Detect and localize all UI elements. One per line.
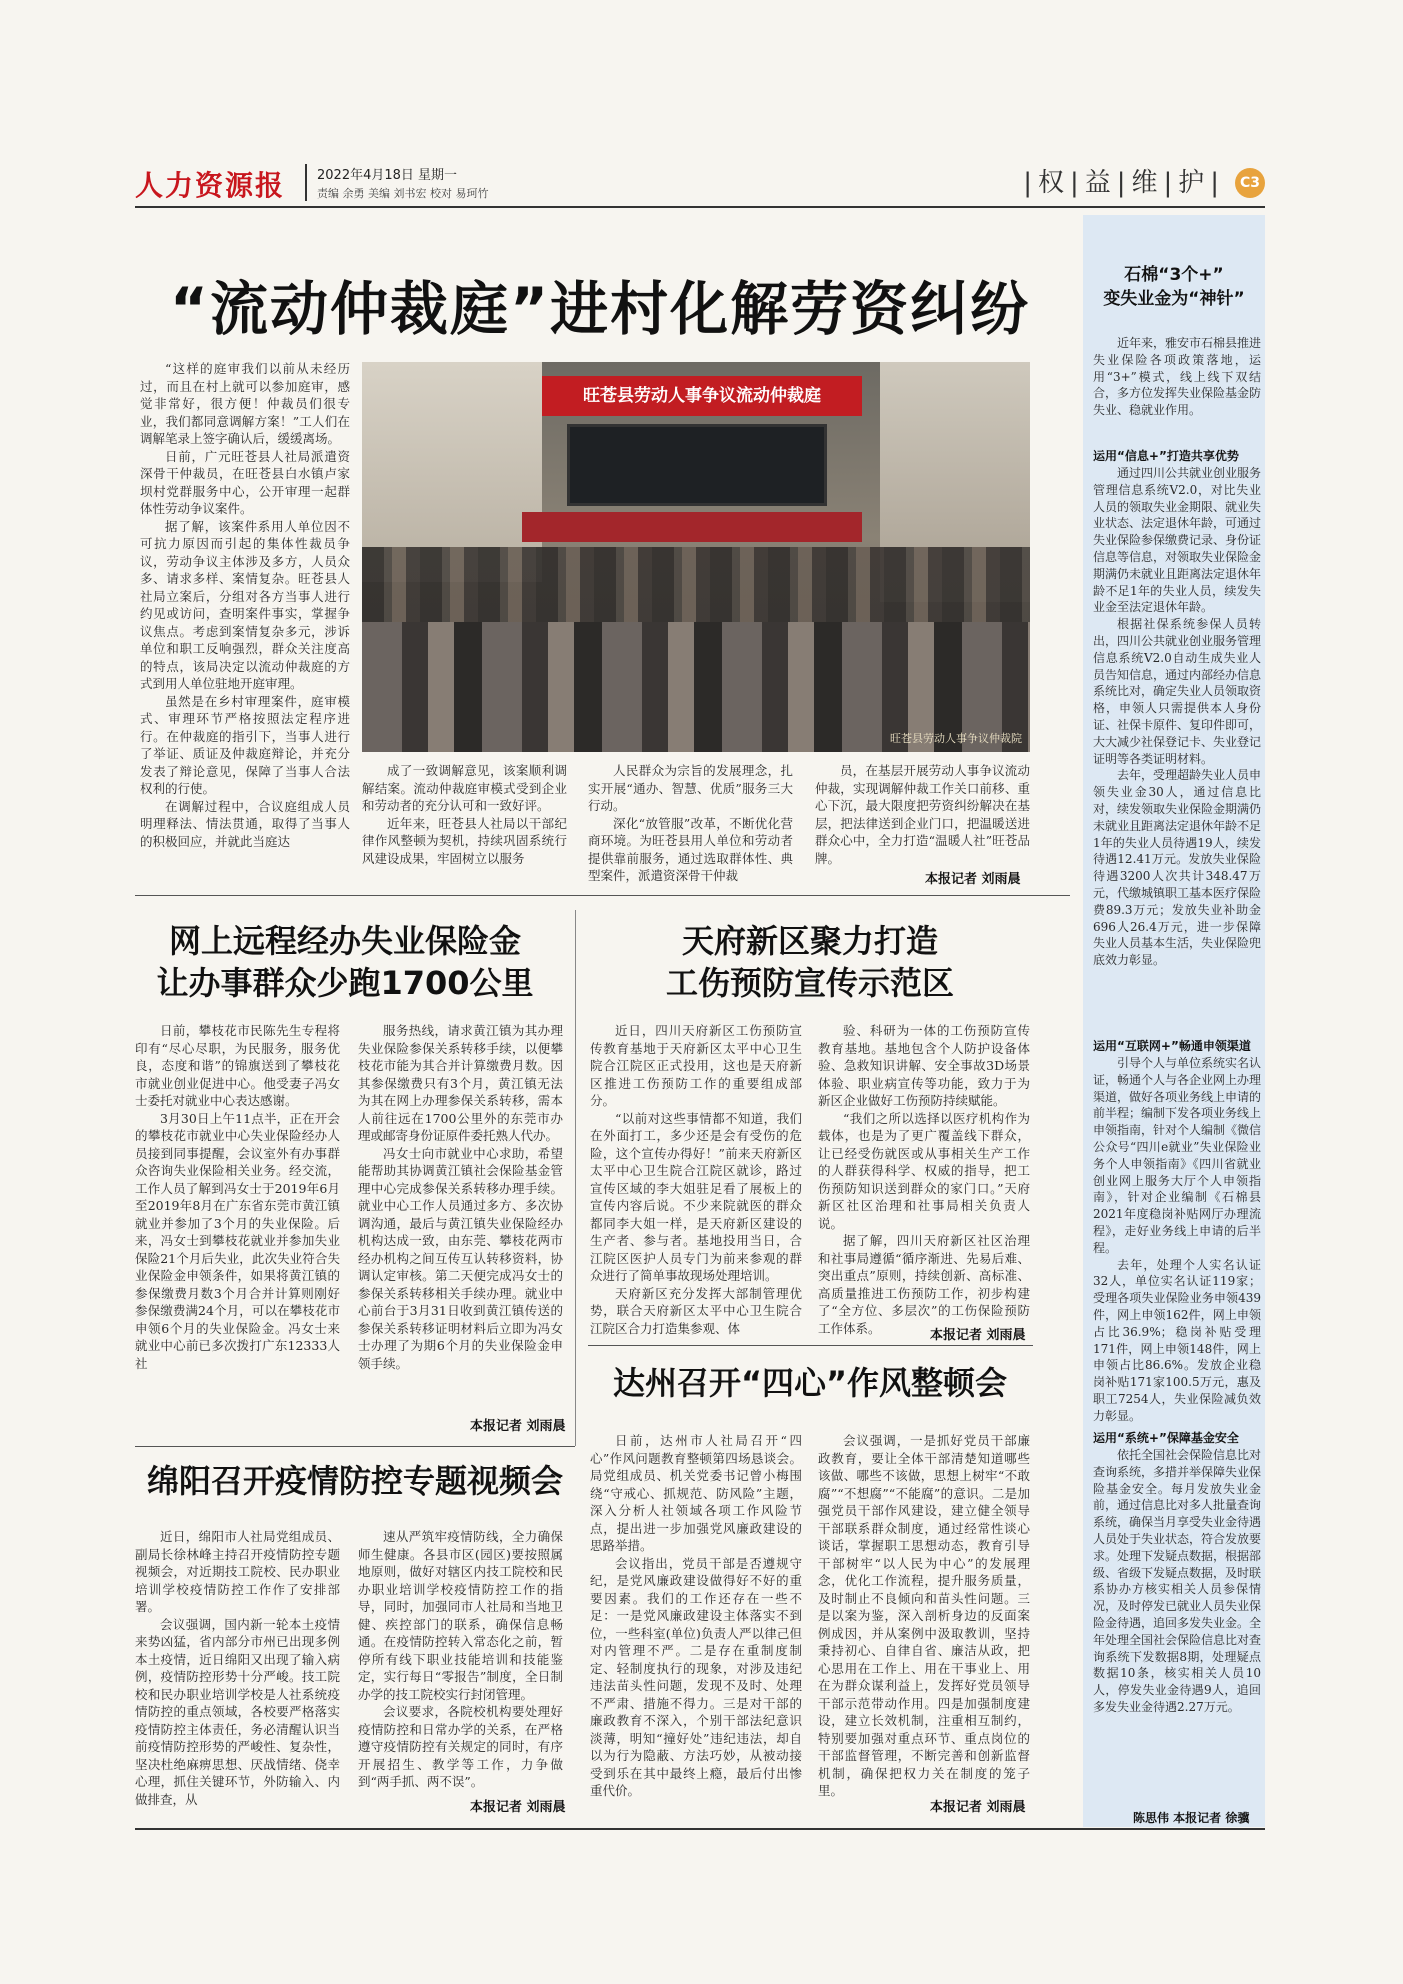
- issue-info: [305, 164, 488, 201]
- photo-table: [522, 512, 862, 542]
- divider: [588, 1345, 1033, 1346]
- paragraph: 去年，受理超龄失业人员申领失业金30人，通过信息比对，续发领取失业保险金期满仍未就业且距离法定退休年龄不足1年的失业人员待遇19人，续发待遇12.41万元。发放失业保险待遇3200人次共计348.47万元，代缴城镇职工基本医疗保险费89.3万元；发放失业补助金696人26.4万元，进一步保障失业人员基本生活，失业保险兜底效力彰显。: [1093, 768, 1262, 968]
- photo-banner: 旺苍县劳动人事争议流动仲裁庭: [542, 376, 862, 416]
- issue-date: 2022年4月18日 星期一: [317, 168, 458, 183]
- paragraph: 验、科研为一体的工伤预防宣传教育基地。基地包含个人防护设备体验、急救知识讲解、安全事故3D场景体验、职业病宣传等功能，致力于为新区企业做好工伤预防持续赋能。: [818, 1023, 1030, 1108]
- dazhou-column-2: [818, 1432, 1030, 1798]
- sidebar-text-1: [1093, 465, 1262, 968]
- tianfu-headline: [590, 920, 1030, 1004]
- paragraph: 据了解，该案件系用人单位因不可抗力原因而引起的集体性裁员争议，劳动争议主体涉及多方，人员众多、请求多样、案情复杂。旺苍县人社局立案后，分组对各方当事人进行约见或访问，查明案件事实，掌握争议焦点。考虑到案情复杂多元，涉诉单位和职工反响强烈，群众关注度高的特点，该局决定以流动仲裁庭的方式到用人单位驻地开庭审理。: [140, 518, 350, 691]
- mianyang-byline: 本报记者 刘雨晨: [470, 1800, 566, 1815]
- sidebar-subhead-2: 运用“互联网+”畅通申领渠道: [1093, 1039, 1251, 1053]
- sidebar-title-line1: 石棉“3个+”: [1124, 265, 1224, 285]
- paragraph: “这样的庭审我们以前从未经历过，而且在村上就可以参加庭审，感觉非常好，很方便！仲裁员们很专业，我们都同意调解方案！”工人们在调解笔录上签字确认后，缓缓离场。: [140, 361, 350, 446]
- lead-photo: [362, 362, 1030, 752]
- bottom-rule: [135, 1828, 1265, 1830]
- sidebar-text-3: [1093, 1447, 1261, 1807]
- paragraph: 会议指出，党员干部是否遵规守纪，是党风廉政建设做得好不好的重要因素。我们的工作还存在一些不足：一是党风廉政建设主体落实不到位，一些科室(单位)负责人严以律己但对内管理不严。二是存在重制度制定、轻制度执行的现象，对涉及违纪违法苗头性问题，发现不及时、处理不严肃、措施不得力。三是对干部的廉政教育不深入，个别干部法纪意识淡薄，明知“撞好处”违纪违法，却自以为行为隐蔽、方法巧妙，从被动接受到乐在其中最终上瘾，最后付出惨重代价。: [590, 1555, 802, 1798]
- dazhou-column-1: [590, 1432, 802, 1812]
- paragraph: 日前，达州市人社局召开“四心”作风问题教育整顿第四场恳谈会。局党组成员、机关党委书记曾小梅围绕“守戒心、抓规范、防风险”主题，深入分析人社领域各项工作风险节点，提出进一步加强党风廉政建设的思路举措。: [590, 1433, 802, 1553]
- photo-credit: 旺苍县劳动人事争议仲裁院: [890, 732, 1022, 745]
- page-number-badge: C3: [1235, 168, 1265, 198]
- sidebar-subhead-1: 运用“信息+”打造共享优势: [1093, 449, 1239, 463]
- mianyang-headline: 绵阳召开疫情防控专题视频会: [146, 1462, 563, 1500]
- section-title: |权|益|维|护|: [1023, 168, 1225, 198]
- sidebar-subhead-3: 运用“系统+”保障基金安全: [1093, 1431, 1239, 1445]
- masthead: [135, 160, 1265, 208]
- remote-headline-line2: 让办事群众少跑1700公里: [156, 964, 534, 1002]
- lead-column-2: [362, 762, 567, 882]
- paragraph: 会议强调，国内新一轮本土疫情来势凶猛，省内部分市州已出现多例本土疫情，近日绵阳又出现了输入病例，疫情防控形势十分严峻。技工院校和民办职业培训学校是人社系统疫情防控的重点领域，各校要严格落实疫情防控主体责任，务必清醒认识当前疫情防控形势的严峻性、复杂性，坚决杜绝麻痹思想、厌战情绪、侥幸心理，抓住关键环节，外防输入、内做排查，从: [135, 1616, 340, 1807]
- sidebar: [1083, 215, 1265, 1827]
- remote-byline: 本报记者 刘雨晨: [470, 1419, 566, 1434]
- remote-column-1: [135, 1022, 340, 1432]
- paragraph: 通过四川公共就业创业服务管理信息系统V2.0，对比失业人员的领取失业金期限、就业失业状态、法定退休年龄，可通过失业保险参保缴费记录、身份证信息等信息，对领取失业保险金期满仍未就业且距离法定退休年龄不足1年的失业人员，续发失业金至法定退休年龄。: [1093, 466, 1262, 615]
- mianyang-column-1: [135, 1528, 340, 1813]
- paragraph: 成了一致调解意见，该案顺利调解结案。流动仲裁庭审模式受到企业和劳动者的充分认可和一致好评。: [362, 763, 567, 813]
- lead-column-4: [815, 762, 1030, 866]
- paragraph: 会议要求，各院校机构要处理好疫情防控和日常办学的关系，在严格遵守疫情防控有关规定的同时，有序开展招生、教学等工作，力争做到“两手抓、两不误”。: [358, 1704, 563, 1789]
- paragraph: 服务热线，请求黄江镇为其办理失业保险参保关系转移手续，以便攀枝花市能为其合并计算缴费月数。因其参保缴费只有3个月，黄江镇无法为其在网上办理参保关系转移，需本人前往远在1700公里外的东莞市办理或邮寄身份证原件委托熟人代办。: [358, 1023, 563, 1143]
- paragraph: 人民群众为宗旨的发展理念，扎实开展“通办、智慧、优质”服务三大行动。: [588, 763, 793, 813]
- editor-credits: 责编 余勇 美编 刘书宏 校对 易珂竹: [317, 187, 489, 200]
- remote-column-2: [358, 1022, 563, 1412]
- mianyang-column-2: [358, 1528, 563, 1793]
- sidebar-intro: [1093, 335, 1261, 455]
- dazhou-headline: 达州召开“四心”作风整顿会: [612, 1364, 1008, 1402]
- paragraph: 根据社保系统参保人员转出，四川公共就业创业服务管理信息系统V2.0自动生成失业人员告知信息，通过内部经办信息系统比对，确定失业人员领取资格，申领人只需提供本人身份证、社保卡原件、复印件即可，大大减少社保登记卡、失业登记证明等各类证明材料。: [1093, 617, 1262, 766]
- paragraph: 近年来，雅安市石棉县推进失业保险各项政策落地，运用“3+”模式，线上线下双结合，多方位发挥失业保险基金防失业、稳就业作用。: [1093, 336, 1262, 418]
- paragraph: 近日，四川天府新区工伤预防宣传教育基地于天府新区太平中心卫生院合江院区正式投用，这也是天府新区推进工伤预防工作的重要组成部分。: [590, 1023, 802, 1108]
- paragraph: 员，在基层开展劳动人事争议流动仲裁，实现调解仲裁工作关口前移、重心下沉，最大限度把劳资纠纷解决在基层，把法律送到企业门口，把温暖送进群众心中，全力打造“温暖人社”旺苍品牌。: [815, 763, 1030, 866]
- paragraph: 虽然是在乡村审理案件，庭审模式、审理环节严格按照法定程序进行。在仲裁庭的指引下，当事人进行了举证、质证及仲裁庭辩论，并充分发表了辩论意见，保障了当事人合法权利的行使。: [140, 693, 350, 796]
- paragraph: 近年来，旺苍县人社局以干部纪律作风整顿为契机，持续巩固系统行风建设成果，牢固树立以服务: [362, 815, 567, 866]
- paragraph: 天府新区充分发挥大部制管理优势，联合天府新区太平中心卫生院合江院区合力打造集参观、体: [590, 1285, 802, 1336]
- tianfu-headline-line2: 工伤预防宣传示范区: [665, 964, 954, 1002]
- divider: [135, 1446, 575, 1447]
- remote-headline-line1: 网上远程经办失业保险金: [168, 922, 521, 960]
- lead-column-1: [140, 360, 350, 880]
- lead-column-3: [588, 762, 793, 882]
- lead-byline: 本报记者 刘雨晨: [925, 872, 1021, 887]
- newspaper-logo: 人力资源报: [135, 169, 286, 202]
- sidebar-text-2: [1093, 1055, 1262, 1423]
- paragraph: 3月30日上午11点半，正在开会的攀枝花市就业中心失业保险经办人员接到同事提醒，会议室外有办事群众咨询失业保险相关业务。经交流，工作人员了解到冯女士于2019年6月至2019年8月在广东省东莞市黄江镇就业并参加了3个月的失业保险。后来，冯女士到攀枝花就业并参加失业保险21个月后失业，此次失业符合失业保险金申领条件，如果将黄江镇的参保缴费月数3个月合并计算则刚好参保缴费满24个月，可以在攀枝花市申领6个月的失业保险金。冯女士来就业中心前已多次拨打广东12333人社: [135, 1110, 340, 1371]
- paragraph: 引导个人与单位系统实名认证，畅通个人与各企业网上办理渠道，做好各项业务线上申请的前半程；编制下发各项业务线上申领指南，针对个人编制《微信公众号“四川e就业”失业保险业务个人申领指南》《四川省就业创业网上服务大厅个人申领指南》，针对企业编制《石棉县2021年度稳岗补贴网厅办理流程》，走好业务线上申请的后半程。: [1093, 1056, 1262, 1255]
- paragraph: 冯女士向市就业中心求助，希望能帮助其协调黄江镇社会保险基金管理中心完成参保关系转移办理手续。就业中心工作人员通过多方、多次协调沟通，最后与黄江镇失业保险经办机构达成一致，由东莞、攀枝花两市经办机构之间互传互认转移资料，协调认定审核。第二天便完成冯女士的参保关系转移相关手续办理。就业中心前台于3月31日收到黄江镇传送的参保关系转移证明材料后立即为冯女士办理了为期6个月的失业保险金申领手续。: [358, 1145, 563, 1371]
- divider: [575, 910, 576, 1446]
- paragraph: 据了解，四川天府新区社区治理和社事局遵循“循序渐进、先易后难、突出重点”原则，持续创新、高标准、高质量推进工伤预防工作，初步构建了“全方位、多层次”的工伤保险预防工作体系。: [818, 1233, 1030, 1336]
- paragraph: 近日，绵阳市人社局党组成员、副局长徐林峰主持召开疫情防控专题视频会，对近期技工院校、民办职业培训学校疫情防控工作作了安排部署。: [135, 1529, 340, 1614]
- paragraph: 速从严筑牢疫情防线，全力确保师生健康。各县市区(园区)要按照属地原则，做好对辖区内技工院校和民办职业培训学校疫情防控工作的指导，同时，加强同市人社局和当地卫健、疾控部门的联系，确保信息畅通。在疫情防控转入常态化之前，暂停所有线下职业技能培训和技能鉴定，实行每日“零报告”制度，全日制办学的技工院校实行封闭管理。: [358, 1529, 563, 1702]
- paragraph: 会议强调，一是抓好党员干部廉政教育，要让全体干部清楚知道哪些该做、哪些不该做，思想上树牢“不敢腐”“不想腐”“不能腐”的意识。二是加强党员干部作风建设，建立健全领导干部联系群众制度，通过经常性谈心谈话，掌握职工思想动态，教育引导干部树牢“以人民为中心”的发展理念，优化工作流程，提升服务质量，及时制止不良倾向和苗头性问题。三是以案为鉴，深入剖析身边的反面案例成因，并从案例中汲取教训，坚持秉持初心、自律自省、廉洁从政，把心思用在工作上、用在干事业上、用在为群众谋利益上，发挥好党员领导干部示范带动作用。四是加强制度建设，建立长效机制，注重相互制约，特别要加强对重点环节、重点岗位的干部监督管理，不断完善和创新监督机制，确保把权力关在制度的笼子里。: [818, 1433, 1030, 1798]
- paragraph: 在调解过程中，合议庭组成人员明理释法、情法贯通，取得了当事人的积极回应，并就此当庭达: [140, 798, 350, 849]
- divider: [135, 895, 1070, 896]
- tianfu-headline-line1: 天府新区聚力打造: [681, 922, 938, 960]
- paragraph: 依托全国社会保险信息比对查询系统，多措并举保障失业保险基金安全。每月发放失业金前，通过信息比对多人批量查询系统，确保当月享受失业金待遇人员处于失业状态，符合发放要求。处理下发疑点数据，根据部级、省级下发疑点数据，及时联系协办方核实相关人员参保情况，及时停发已就业人员失业保险金待遇，追回多发失业金。全年处理全国社会保险信息比对查询系统下发数据8期，处理疑点数据10条，核实相关人员10人，停发失业金待遇9人，追回多发失业金待遇2.27万元。: [1093, 1448, 1262, 1714]
- paragraph: 去年，处理个人实名认证32人，单位实名认证119家；受理各项失业保险业务申领439件，网上申领162件，网上申领占比36.9%；稳岗补贴受理171件，网上申领148件，网上申领占比86.6%。发放企业稳岗补贴171家100.5万元，惠及职工7254人，失业保险减负效力彰显。: [1093, 1257, 1261, 1423]
- lead-headline: “流动仲裁庭”进村化解劳资纠纷: [169, 275, 1031, 343]
- paragraph: “我们之所以选择以医疗机构作为载体，也是为了更广覆盖线下群众，让已经受伤就医或从事相关生产工作的人群获得科学、权威的指导，把工伤预防知识送到群众的家门口。”天府新区社区治理和社事局相关负责人说。: [818, 1110, 1030, 1231]
- sidebar-title-line2: 变失业金为“神针”: [1103, 289, 1245, 309]
- tianfu-column-1: [590, 1022, 802, 1342]
- photo-screen: [567, 424, 827, 506]
- remote-headline: [140, 920, 550, 1004]
- paragraph: “以前对这些事情都不知道，我们在外面打工，多少还是会有受伤的危险，这个宣传办得好！”前来天府新区太平中心卫生院合江院区就诊，路过宣传区域的李大姐驻足看了展板上的宣传内容后说。不少来院就医的群众都同李大姐一样，是天府新区建设的生产者、参与者。基地投用当日，合江院区医护人员专门为前来参观的群众进行了简单事故现场处理培训。: [590, 1110, 802, 1283]
- sidebar-byline: 陈思伟 本报记者 徐骥: [1133, 1811, 1250, 1825]
- paragraph: 日前，攀枝花市民陈先生专程将印有“尽心尽职，为民服务，服务优良，态度和谐”的锦旗送到了攀枝花市就业创业促进中心。他受妻子冯女士委托对就业中心表达感谢。: [135, 1023, 340, 1108]
- dazhou-byline: 本报记者 刘雨晨: [930, 1800, 1026, 1815]
- paragraph: 深化“放管服”改革，不断优化营商环境。为旺苍县用人单位和劳动者提供靠前服务，通过选取群体性、典型案件，派遣资深骨干仲裁: [588, 815, 793, 883]
- tianfu-byline: 本报记者 刘雨晨: [930, 1328, 1026, 1343]
- paragraph: 日前，广元旺苍县人社局派遣资深骨干仲裁员，在旺苍县白水镇卢家坝村党群服务中心，公开审理一起群体性劳动争议案件。: [140, 448, 350, 516]
